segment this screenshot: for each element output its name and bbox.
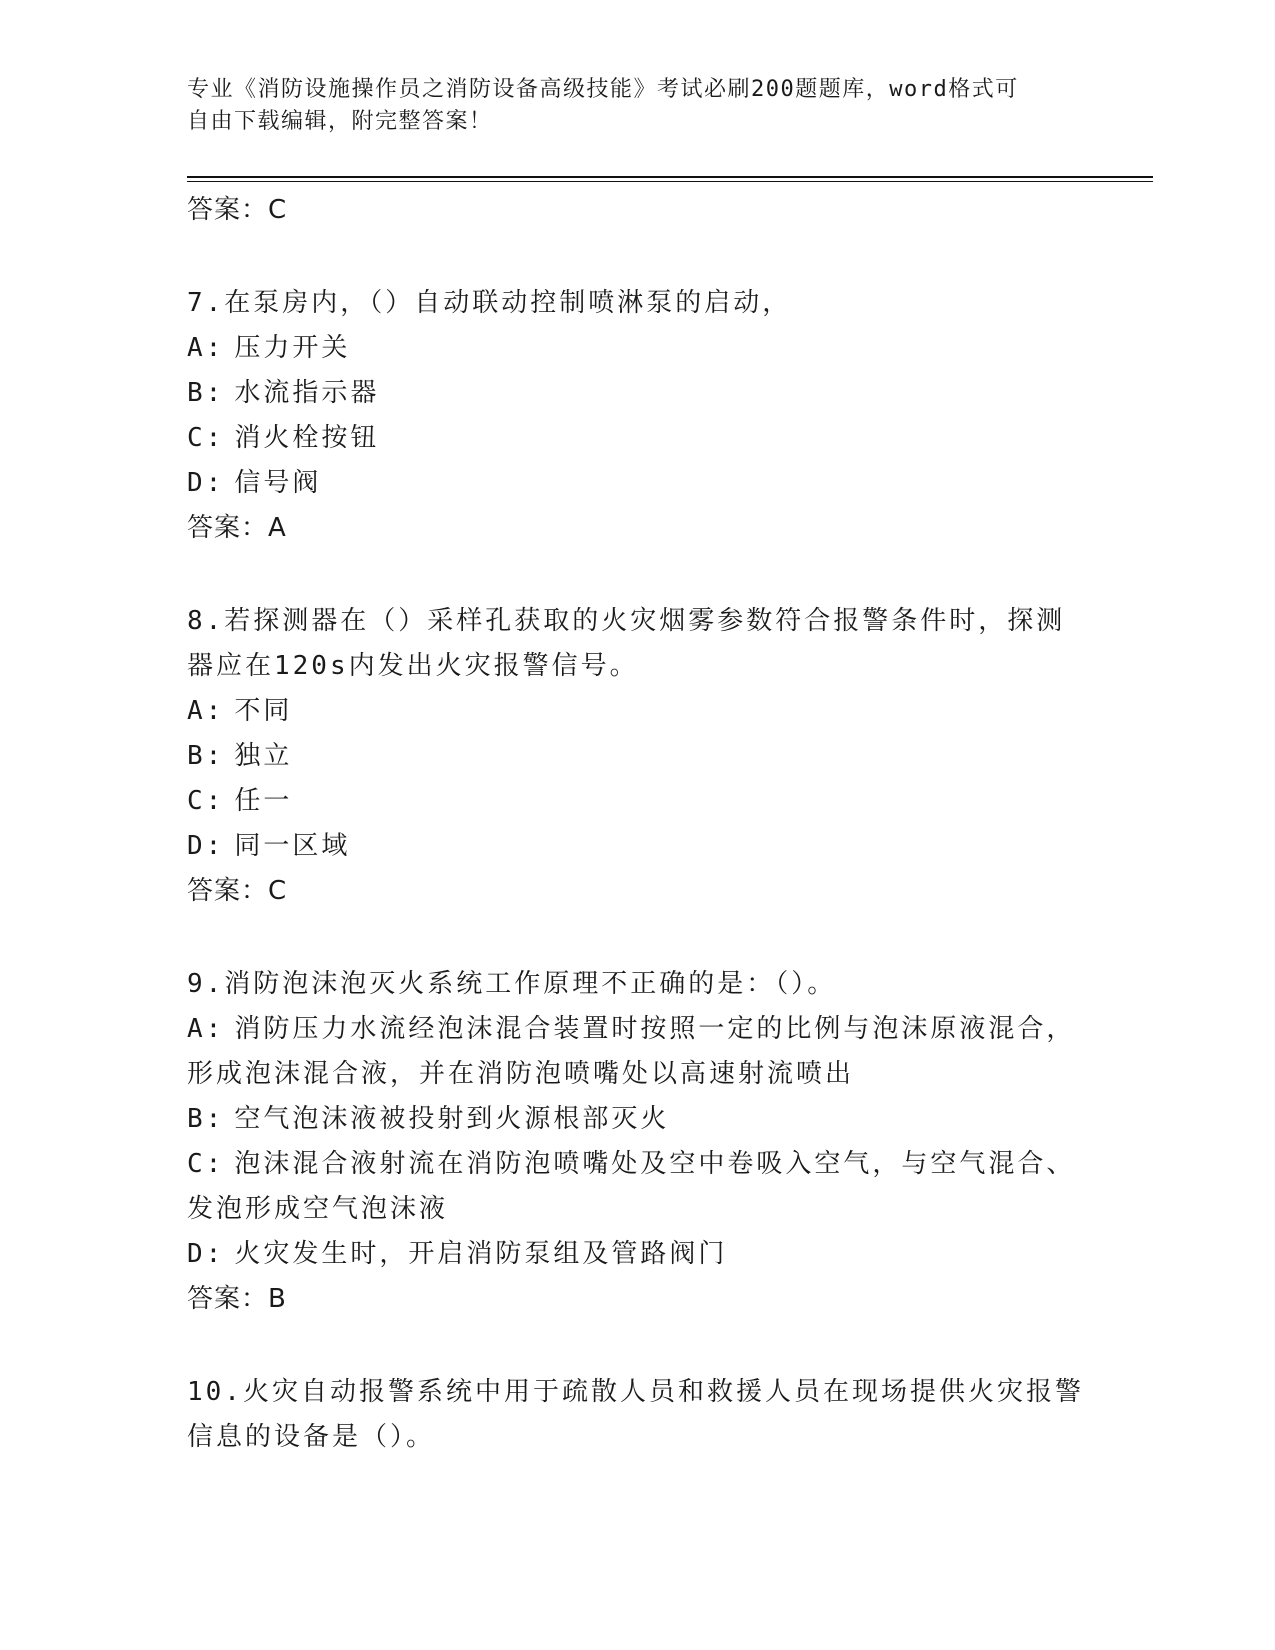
- question-text: 7.在泵房内，（）自动联动控制喷淋泵的启动，: [187, 288, 792, 318]
- document-header: [187, 74, 1067, 138]
- option-label: D:: [187, 468, 225, 498]
- option-a: [187, 1007, 1087, 1052]
- option-text: 压力开关: [234, 333, 351, 363]
- answer-line: 答案：C: [187, 876, 288, 906]
- option-text: 不同: [234, 696, 293, 726]
- option-text: 信号阀: [234, 468, 322, 498]
- option-label: B:: [187, 1104, 225, 1134]
- option-text: 泡沫混合液射流在消防泡喷嘴处及空中卷吸入空气，与空气混合、: [234, 1149, 1076, 1179]
- option-text: 同一区域: [234, 831, 351, 861]
- option-text: 火灾发生时，开启消防泵组及管路阀门: [234, 1239, 728, 1269]
- option-c-continuation: 发泡形成空气泡沫液: [187, 1194, 449, 1224]
- question-text: 9.消防泡沫泡灭火系统工作原理不正确的是：（）。: [187, 969, 837, 999]
- header-divider-thin: [187, 181, 1153, 182]
- question-text-line-2: 信息的设备是（）。: [187, 1422, 436, 1452]
- question-9: [187, 962, 1087, 1322]
- option-text: 独立: [234, 741, 293, 771]
- option-label: D:: [187, 831, 225, 861]
- option-label: A:: [187, 1014, 225, 1044]
- option-label: A:: [187, 696, 225, 726]
- option-label: A:: [187, 333, 225, 363]
- option-d: [187, 824, 1087, 869]
- question-text-line-1: 10.火灾自动报警系统中用于疏散人员和救援人员在现场提供火灾报警: [187, 1377, 1084, 1407]
- option-b: [187, 1097, 1087, 1142]
- option-text: 水流指示器: [234, 378, 380, 408]
- option-c: [187, 1142, 1087, 1187]
- option-a-continuation: 形成泡沫混合液，并在消防泡喷嘴处以高速射流喷出: [187, 1059, 855, 1089]
- option-label: D:: [187, 1239, 225, 1269]
- question-10: [187, 1370, 1087, 1460]
- header-line-1: 专业《消防设施操作员之消防设备高级技能》考试必刷200题题库，word格式可: [187, 77, 1019, 102]
- option-c: [187, 779, 1087, 824]
- answer-line: 答案：B: [187, 1284, 287, 1314]
- option-d: [187, 1232, 1087, 1277]
- option-text: 空气泡沫液被投射到火源根部灭火: [234, 1104, 670, 1134]
- question-text-line-2: 器应在120s内发出火灾报警信号。: [187, 651, 639, 681]
- question-list: [187, 188, 1087, 1460]
- option-d: [187, 461, 1087, 506]
- question-8: [187, 599, 1087, 914]
- option-label: C:: [187, 786, 225, 816]
- answer-line: 答案：A: [187, 513, 287, 543]
- option-a: [187, 689, 1087, 734]
- option-label: C:: [187, 1149, 225, 1179]
- option-label: C:: [187, 423, 225, 453]
- option-b: [187, 371, 1087, 416]
- option-c: [187, 416, 1087, 461]
- option-text: 消火栓按钮: [234, 423, 380, 453]
- option-text: 消防压力水流经泡沫混合装置时按照一定的比例与泡沫原液混合，: [234, 1014, 1076, 1044]
- question-text-line-1: 8.若探测器在（）采样孔获取的火灾烟雾参数符合报警条件时，探测: [187, 606, 1066, 636]
- answer-line: 答案：C: [187, 195, 288, 225]
- question-7: [187, 281, 1087, 551]
- option-b: [187, 734, 1087, 779]
- header-divider-thick: [187, 176, 1153, 178]
- option-label: B:: [187, 741, 225, 771]
- option-label: B:: [187, 378, 225, 408]
- option-a: [187, 326, 1087, 371]
- option-text: 任一: [234, 786, 293, 816]
- header-line-2: 自由下载编辑，附完整答案！: [187, 109, 493, 134]
